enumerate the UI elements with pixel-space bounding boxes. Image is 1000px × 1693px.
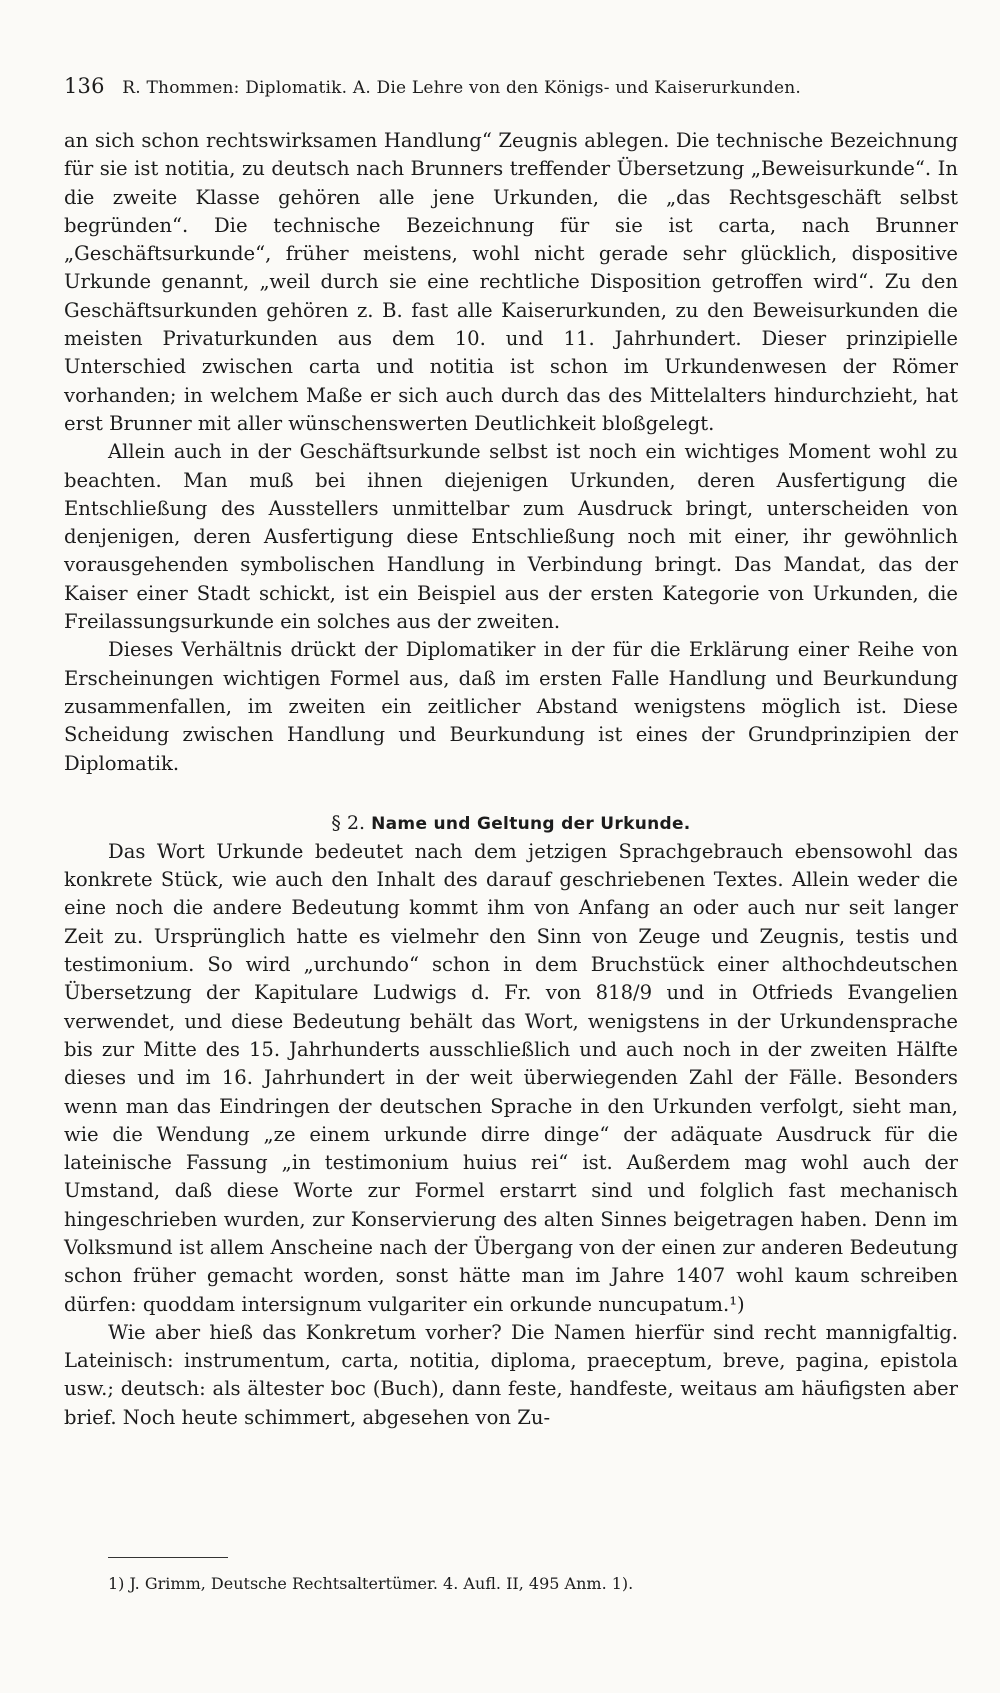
section-paragraph-2: Wie aber hieß das Konkretum vorher? Die Namen hierfür sind recht mannigfaltig. Lateinisch: instrumentum, carta, notitia, diploma, praeceptum, breve, pagina, epistola usw.; deutsch: als ältester boc (Buch), dann feste, handfeste, weitaus am häufigsten aber brief. Noch heute schimmert, abgesehen von Zu- — [64, 1320, 958, 1429]
footnote: 1) J. Grimm, Deutsche Rechtsaltertümer. 4. Aufl. II, 495 Anm. 1). — [108, 1574, 634, 1593]
footnote-rule — [108, 1557, 228, 1558]
paragraph-3: Dieses Verhältnis drückt der Diplomatiker in der für die Erklärung einer Reihe von Erscheinungen wichtigen Formel aus, daß im ersten Falle Handlung und Beurkundung zusammenfallen, im zweiten ein zeitlicher Abstand wenigstens möglich ist. Diese Scheidung zwischen Handlung und Beurkundung ist eines der Grundprinzipien der Diplomatik. — [64, 638, 958, 775]
paragraph-1: an sich schon rechtswirksamen Handlung“ Zeugnis ablegen. Die technische Bezeichnung für sie ist notitia, zu deutsch nach Brunners treffender Übersetzung „Beweisurkunde“. In die zweite Klasse gehören alle jene Urkunden, die „das Rechtsgeschäft selbst begründen“. Die technische Bezeichnung für sie ist carta, nach Brunner „Geschäftsurkunde“, früher meistens, wohl nicht gerade sehr glücklich, dispositive Urkunde genannt, „weil durch sie eine rechtliche Disposition getroffen wird“. Zu den Geschäftsurkunden gehören z. B. fast alle Kaiserurkunden, zu den Beweisurkunden die meisten Privaturkunden aus dem 10. und 11. Jahrhundert. Dieser prinzipielle Unterschied zwischen carta und notitia ist schon im Urkundenwesen der Römer vorhanden; in welchem Maße er sich auch durch das des Mittelalters hindurchzieht, hat erst Brunner mit aller wünschenswerten Deutlichkeit bloßgelegt. — [64, 129, 958, 435]
section-number: § 2. — [331, 811, 366, 834]
section-title: Name und Geltung der Urkunde. — [371, 813, 691, 834]
paragraph-2: Allein auch in der Geschäftsurkunde selbst ist noch ein wichtiges Moment wohl zu beachten. Man muß bei ihnen diejenigen Urkunden, deren Ausfertigung die Entschließung des Ausstellers unmittelbar zum Ausdruck bringt, unterscheiden von denjenigen, deren Ausfertigung diese Entschließung noch mit einer, ihr gewöhnlich vorausgehenden symbolischen Handlung in Verbindung bringt. Das Mandat, das der Kaiser einer Stadt schickt, ist ein Beispiel aus der ersten Kategorie von Urkunden, die Freilassungsurkunde ein solches aus der zweiten. — [64, 440, 958, 634]
running-header — [64, 74, 944, 98]
running-title: R. Thommen: Diplomatik. A. Die Lehre von den Königs- und Kaiserurkunden. — [122, 78, 802, 98]
main-text — [64, 127, 958, 1432]
page-number: 136 — [64, 74, 105, 98]
section-heading — [64, 809, 958, 838]
section-paragraph-1: Das Wort Urkunde bedeutet nach dem jetzigen Sprachgebrauch ebensowohl das konkrete Stück, wie auch den Inhalt des darauf geschriebenen Textes. Allein weder die eine noch die andere Bedeutung kommt ihm von Anfang an oder auch nur seit langer Zeit zu. Ursprünglich hatte es vielmehr den Sinn von Zeuge und Zeugnis, testis und testimonium. So wird „urchundo“ schon in dem Bruchstück einer althochdeutschen Übersetzung der Kapitulare Ludwigs d. Fr. von 818/9 und in Otfrieds Evangelien verwendet, und diese Bedeutung behält das Wort, wenigstens in der Urkundensprache bis zur Mitte des 15. Jahrhunderts ausschließlich und auch noch in der zweiten Hälfte dieses und im 16. Jahrhundert in der weit überwiegenden Zahl der Fälle. Besonders wenn man das Eindringen der deutschen Sprache in den Urkunden verfolgt, sieht man, wie die Wendung „ze einem urkunde dirre dinge“ der adäquate Ausdruck für die lateinische Fassung „in testimonium huius rei“ ist. Außerdem mag wohl auch der Umstand, daß diese Worte zur Formel erstarrt sind und folglich fast mechanisch hingeschrieben wurden, zur Konservierung des alten Sinnes beigetragen haben. Denn im Volksmund ist allem Anscheine nach der Übergang von der einen zur anderen Bedeutung schon früher gemacht worden, sonst hätte man im Jahre 1407 wohl kaum schreiben dürfen: quoddam intersignum vulgariter ein orkunde nuncupatum.¹) — [64, 839, 958, 1316]
